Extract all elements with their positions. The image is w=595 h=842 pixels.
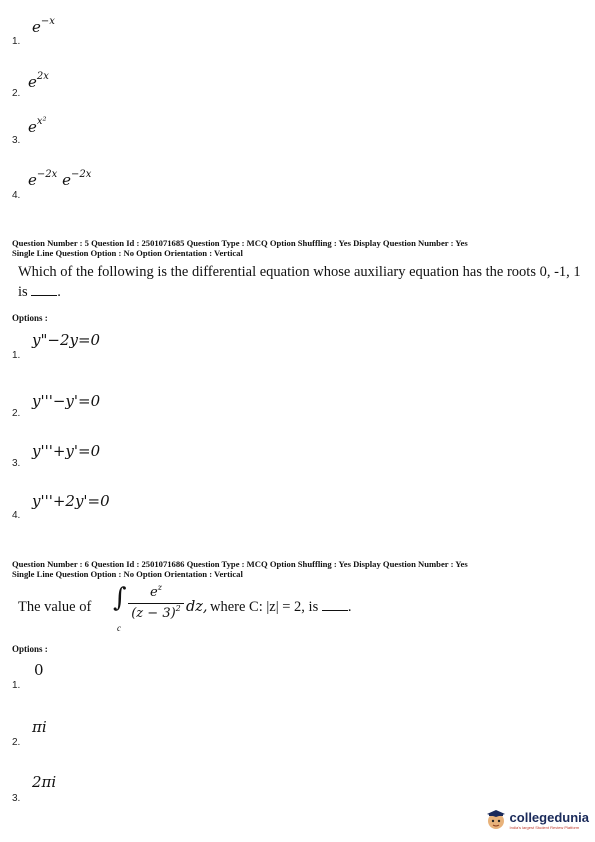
fraction-numerator: $e^z$ bbox=[150, 583, 162, 600]
logo-tagline: India's largest Student Review Platform bbox=[509, 824, 580, 830]
prev-option-1-number: 1. bbox=[12, 36, 21, 47]
prev-option-4-number: 4. bbox=[12, 190, 21, 201]
q6-option-3-number: 3. bbox=[12, 793, 21, 804]
q5-question-text: Which of the following is the differential equation whose auxiliary equation has the roots 0, -1, 1 is . bbox=[18, 264, 581, 300]
prev-option-4-expr: $e^{-2x}$ $e^{-2x}$ bbox=[28, 169, 92, 189]
q5-meta-line-2: Single Line Question Option : No Option Orientation : Vertical bbox=[12, 248, 243, 258]
integral-sign: ∫ bbox=[113, 583, 127, 613]
q6-text-before: The value of bbox=[18, 599, 92, 615]
mascot-icon bbox=[486, 810, 506, 830]
q6-option-2-number: 2. bbox=[12, 737, 21, 748]
q6-condition: where C: |z| = 2, is . bbox=[210, 599, 352, 615]
q6-meta-line-2: Single Line Question Option : No Option Orientation : Vertical bbox=[12, 569, 243, 579]
q5-option-1-number: 1. bbox=[12, 350, 21, 361]
q6-option-2-expr: πi bbox=[32, 718, 47, 736]
q5-options-label: Options : bbox=[12, 313, 48, 323]
q6-meta-line-1: Question Number : 6 Question Id : 2501071686 Question Type : MCQ Option Shuffling : Yes Display Question Number : Yes bbox=[12, 559, 468, 569]
prev-option-2-number: 2. bbox=[12, 88, 21, 99]
q5-option-1-expr: y"−2y=0 bbox=[32, 331, 101, 349]
prev-option-2-expr: $e^{2x}$ bbox=[28, 71, 49, 91]
q5-option-2-expr: y'''−y'=0 bbox=[32, 392, 101, 410]
q6-option-3-expr: 2πi bbox=[32, 773, 57, 791]
q6-option-1-number: 1. bbox=[12, 680, 21, 691]
prev-option-3-number: 3. bbox=[12, 135, 21, 146]
prev-option-1-expr: $e^{-x}$ bbox=[32, 16, 55, 36]
q5-option-2-number: 2. bbox=[12, 408, 21, 419]
prev-option-3-expr: $e^{x^2}$ bbox=[28, 116, 47, 136]
fraction bbox=[128, 583, 184, 623]
q6-option-1-expr: 0 bbox=[34, 661, 44, 679]
q6-question-text bbox=[18, 583, 588, 633]
q5-option-3-number: 3. bbox=[12, 458, 21, 469]
q6-dz: dz, bbox=[186, 599, 208, 615]
logo-name: collegedunia bbox=[509, 809, 589, 825]
q5-option-3-expr: y'''+y'=0 bbox=[32, 442, 101, 460]
q5-option-4-number: 4. bbox=[12, 510, 21, 521]
fraction-denominator: $(z - 3)^2$ bbox=[131, 604, 181, 621]
q5-meta-line-1: Question Number : 5 Question Id : 2501071685 Question Type : MCQ Option Shuffling : Yes Display Question Number : Yes bbox=[12, 238, 468, 248]
integral-subscript: c bbox=[117, 623, 121, 633]
q6-options-label: Options : bbox=[12, 644, 48, 654]
q5-option-4-expr: y'''+2y'=0 bbox=[32, 492, 110, 510]
collegedunia-logo bbox=[486, 810, 589, 830]
